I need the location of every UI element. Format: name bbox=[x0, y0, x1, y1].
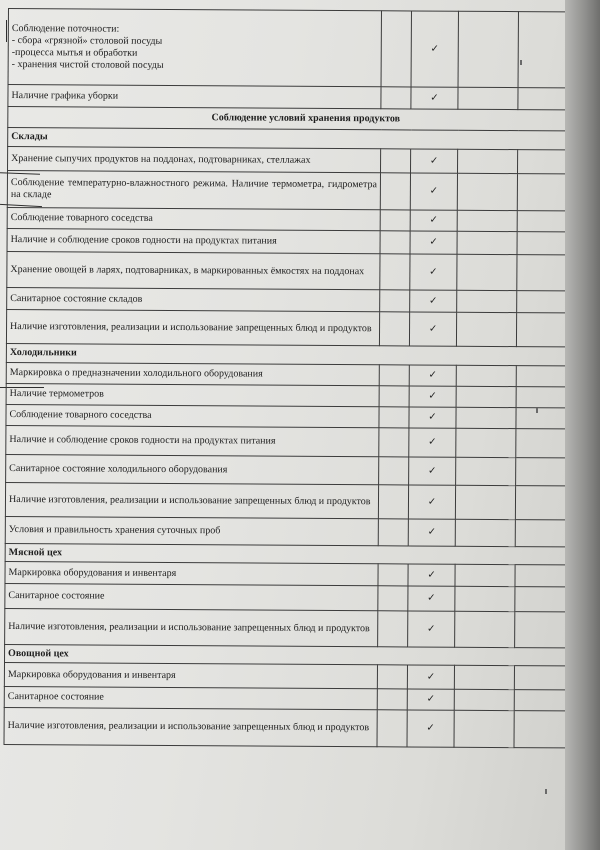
table-row bbox=[4, 662, 588, 690]
table-row bbox=[7, 251, 588, 291]
empty-cell bbox=[377, 710, 407, 747]
criterion-cell: Соблюдение товарного соседства bbox=[7, 207, 380, 230]
criterion-cell: Наличие термометров bbox=[6, 383, 379, 406]
checkmark-cell: ✓ bbox=[410, 173, 457, 210]
table-row bbox=[7, 171, 588, 212]
empty-cell bbox=[455, 519, 515, 546]
empty-cell bbox=[378, 485, 408, 519]
criterion-cell: Наличие и соблюдение сроков годности на продуктах питания bbox=[6, 425, 379, 456]
criterion-cell: Хранение сыпучих продуктов на поддонах, подтоварниках, стеллажах bbox=[8, 147, 381, 173]
empty-cell bbox=[456, 365, 516, 386]
table-row bbox=[5, 608, 588, 648]
checkmark-cell: ✓ bbox=[408, 611, 455, 647]
empty-cell bbox=[381, 149, 411, 173]
empty-cell bbox=[379, 428, 409, 457]
empty-cell bbox=[455, 485, 515, 519]
empty-cell bbox=[378, 611, 408, 647]
empty-cell bbox=[378, 564, 408, 586]
checkmark-cell: ✓ bbox=[409, 365, 456, 386]
subsection-title: Овощной цех bbox=[5, 644, 588, 666]
criterion-cell: Маркировка оборудования и инвентаря bbox=[5, 561, 378, 585]
empty-cell bbox=[454, 689, 514, 710]
empty-cell bbox=[379, 407, 409, 428]
empty-cell bbox=[380, 210, 410, 231]
criterion-cell: Наличие изготовления, реализации и использование запрещенных блюд и продуктов bbox=[5, 482, 378, 518]
empty-cell bbox=[455, 611, 515, 647]
empty-cell bbox=[454, 710, 514, 747]
checkmark-cell: ✓ bbox=[407, 689, 454, 710]
checkmark-cell: ✓ bbox=[407, 665, 454, 689]
criterion-cell: Санитарное состояние bbox=[5, 583, 378, 610]
checkmark-cell: ✓ bbox=[411, 87, 458, 109]
empty-cell bbox=[455, 586, 515, 611]
checkmark-cell: ✓ bbox=[408, 485, 455, 519]
criterion-cell: Наличие изготовления, реализации и использование запрещенных блюд и продуктов bbox=[5, 608, 378, 646]
empty-cell bbox=[456, 428, 516, 457]
criterion-cell: Соблюдение температурно-влажностного режима. Наличие термометра, гидрометра на складе bbox=[7, 171, 380, 210]
criterion-cell: Условия и правильность хранения суточных проб bbox=[5, 516, 378, 545]
checkmark-cell: ✓ bbox=[409, 312, 456, 346]
table-row bbox=[5, 482, 588, 520]
empty-cell bbox=[458, 87, 518, 109]
criterion-cell: Наличие и соблюдение сроков годности на продуктах питания bbox=[7, 228, 380, 253]
table-row bbox=[6, 454, 588, 486]
table-row bbox=[4, 707, 588, 748]
criterion-cell: Санитарное состояние складов bbox=[7, 287, 380, 311]
subsection-title: Мясной цех bbox=[5, 543, 588, 565]
empty-cell bbox=[457, 210, 517, 231]
checkmark-cell: ✓ bbox=[410, 149, 457, 173]
empty-cell bbox=[456, 407, 516, 428]
checkmark-cell: ✓ bbox=[407, 710, 454, 747]
empty-cell bbox=[379, 386, 409, 407]
paper-speck bbox=[520, 60, 522, 65]
paper-speck bbox=[545, 789, 547, 794]
empty-cell bbox=[380, 173, 410, 210]
checkmark-cell: ✓ bbox=[409, 407, 456, 428]
empty-cell bbox=[456, 457, 516, 485]
criterion-cell: Маркировка оборудования и инвентаря bbox=[4, 662, 377, 688]
empty-cell bbox=[377, 689, 407, 710]
empty-cell bbox=[381, 11, 411, 87]
empty-cell bbox=[455, 564, 515, 586]
criterion-cell: Хранение овощей в ларях, подтоварниках, в маркированных ёмкостях на поддонах bbox=[7, 251, 380, 289]
criterion-cell: Наличие графика уборки bbox=[8, 85, 381, 109]
empty-cell bbox=[379, 312, 409, 346]
criterion-cell: Маркировка о предназначении холодильного оборудования bbox=[6, 362, 379, 385]
table-row bbox=[5, 583, 588, 612]
section-title: Соблюдение условий хранения продуктов bbox=[8, 107, 588, 132]
empty-cell bbox=[379, 365, 409, 386]
empty-cell bbox=[457, 290, 517, 312]
background-shadow bbox=[565, 0, 600, 850]
table-row bbox=[6, 425, 588, 458]
empty-cell bbox=[457, 231, 517, 254]
table-row bbox=[8, 9, 588, 89]
empty-cell bbox=[454, 665, 514, 689]
checkmark-cell: ✓ bbox=[410, 210, 457, 231]
paper-speck bbox=[536, 408, 538, 413]
inspection-checklist-table bbox=[3, 8, 588, 749]
empty-cell bbox=[380, 290, 410, 312]
empty-cell bbox=[377, 665, 407, 689]
checkmark-cell: ✓ bbox=[409, 457, 456, 485]
empty-cell bbox=[457, 173, 517, 210]
checkmark-cell: ✓ bbox=[408, 586, 455, 611]
checkmark-cell: ✓ bbox=[408, 564, 455, 586]
empty-cell bbox=[458, 11, 518, 87]
criterion-cell: Наличие изготовления, реализации и использование запрещенных блюд и продуктов bbox=[6, 309, 379, 345]
empty-cell bbox=[378, 586, 408, 611]
criterion-cell: Наличие изготовления, реализации и использование запрещенных блюд и продуктов bbox=[4, 707, 377, 746]
table-row bbox=[8, 147, 588, 175]
subsection-title: Склады bbox=[8, 128, 588, 151]
checkmark-cell: ✓ bbox=[408, 519, 455, 546]
empty-cell bbox=[457, 149, 517, 173]
checkmark-cell: ✓ bbox=[410, 290, 457, 312]
empty-cell bbox=[378, 519, 408, 546]
checkmark-cell: ✓ bbox=[409, 386, 456, 407]
checkmark-cell: ✓ bbox=[410, 231, 457, 254]
empty-cell bbox=[381, 87, 411, 109]
empty-cell bbox=[456, 386, 516, 407]
criterion-cell: Соблюдение товарного соседства bbox=[6, 404, 379, 427]
empty-cell bbox=[456, 312, 516, 346]
empty-cell bbox=[380, 254, 410, 290]
table-row bbox=[5, 516, 588, 547]
checkmark-cell: ✓ bbox=[410, 254, 457, 290]
criterion-cell: Санитарное состояние холодильного оборудования bbox=[6, 454, 379, 484]
table-row bbox=[6, 309, 588, 347]
checkmark-cell: ✓ bbox=[411, 11, 458, 87]
criterion-cell: Санитарное состояние bbox=[4, 686, 377, 709]
checkmark-cell: ✓ bbox=[409, 428, 456, 457]
empty-cell bbox=[379, 457, 409, 485]
subsection-title: Холодильники bbox=[6, 343, 588, 366]
criterion-cell: Соблюдение поточности: - сбора «грязной» столовой посуды -процесса мытья и обработки - хранения чистой столовой посуды bbox=[8, 9, 381, 87]
empty-cell bbox=[457, 254, 517, 290]
empty-cell bbox=[380, 231, 410, 254]
